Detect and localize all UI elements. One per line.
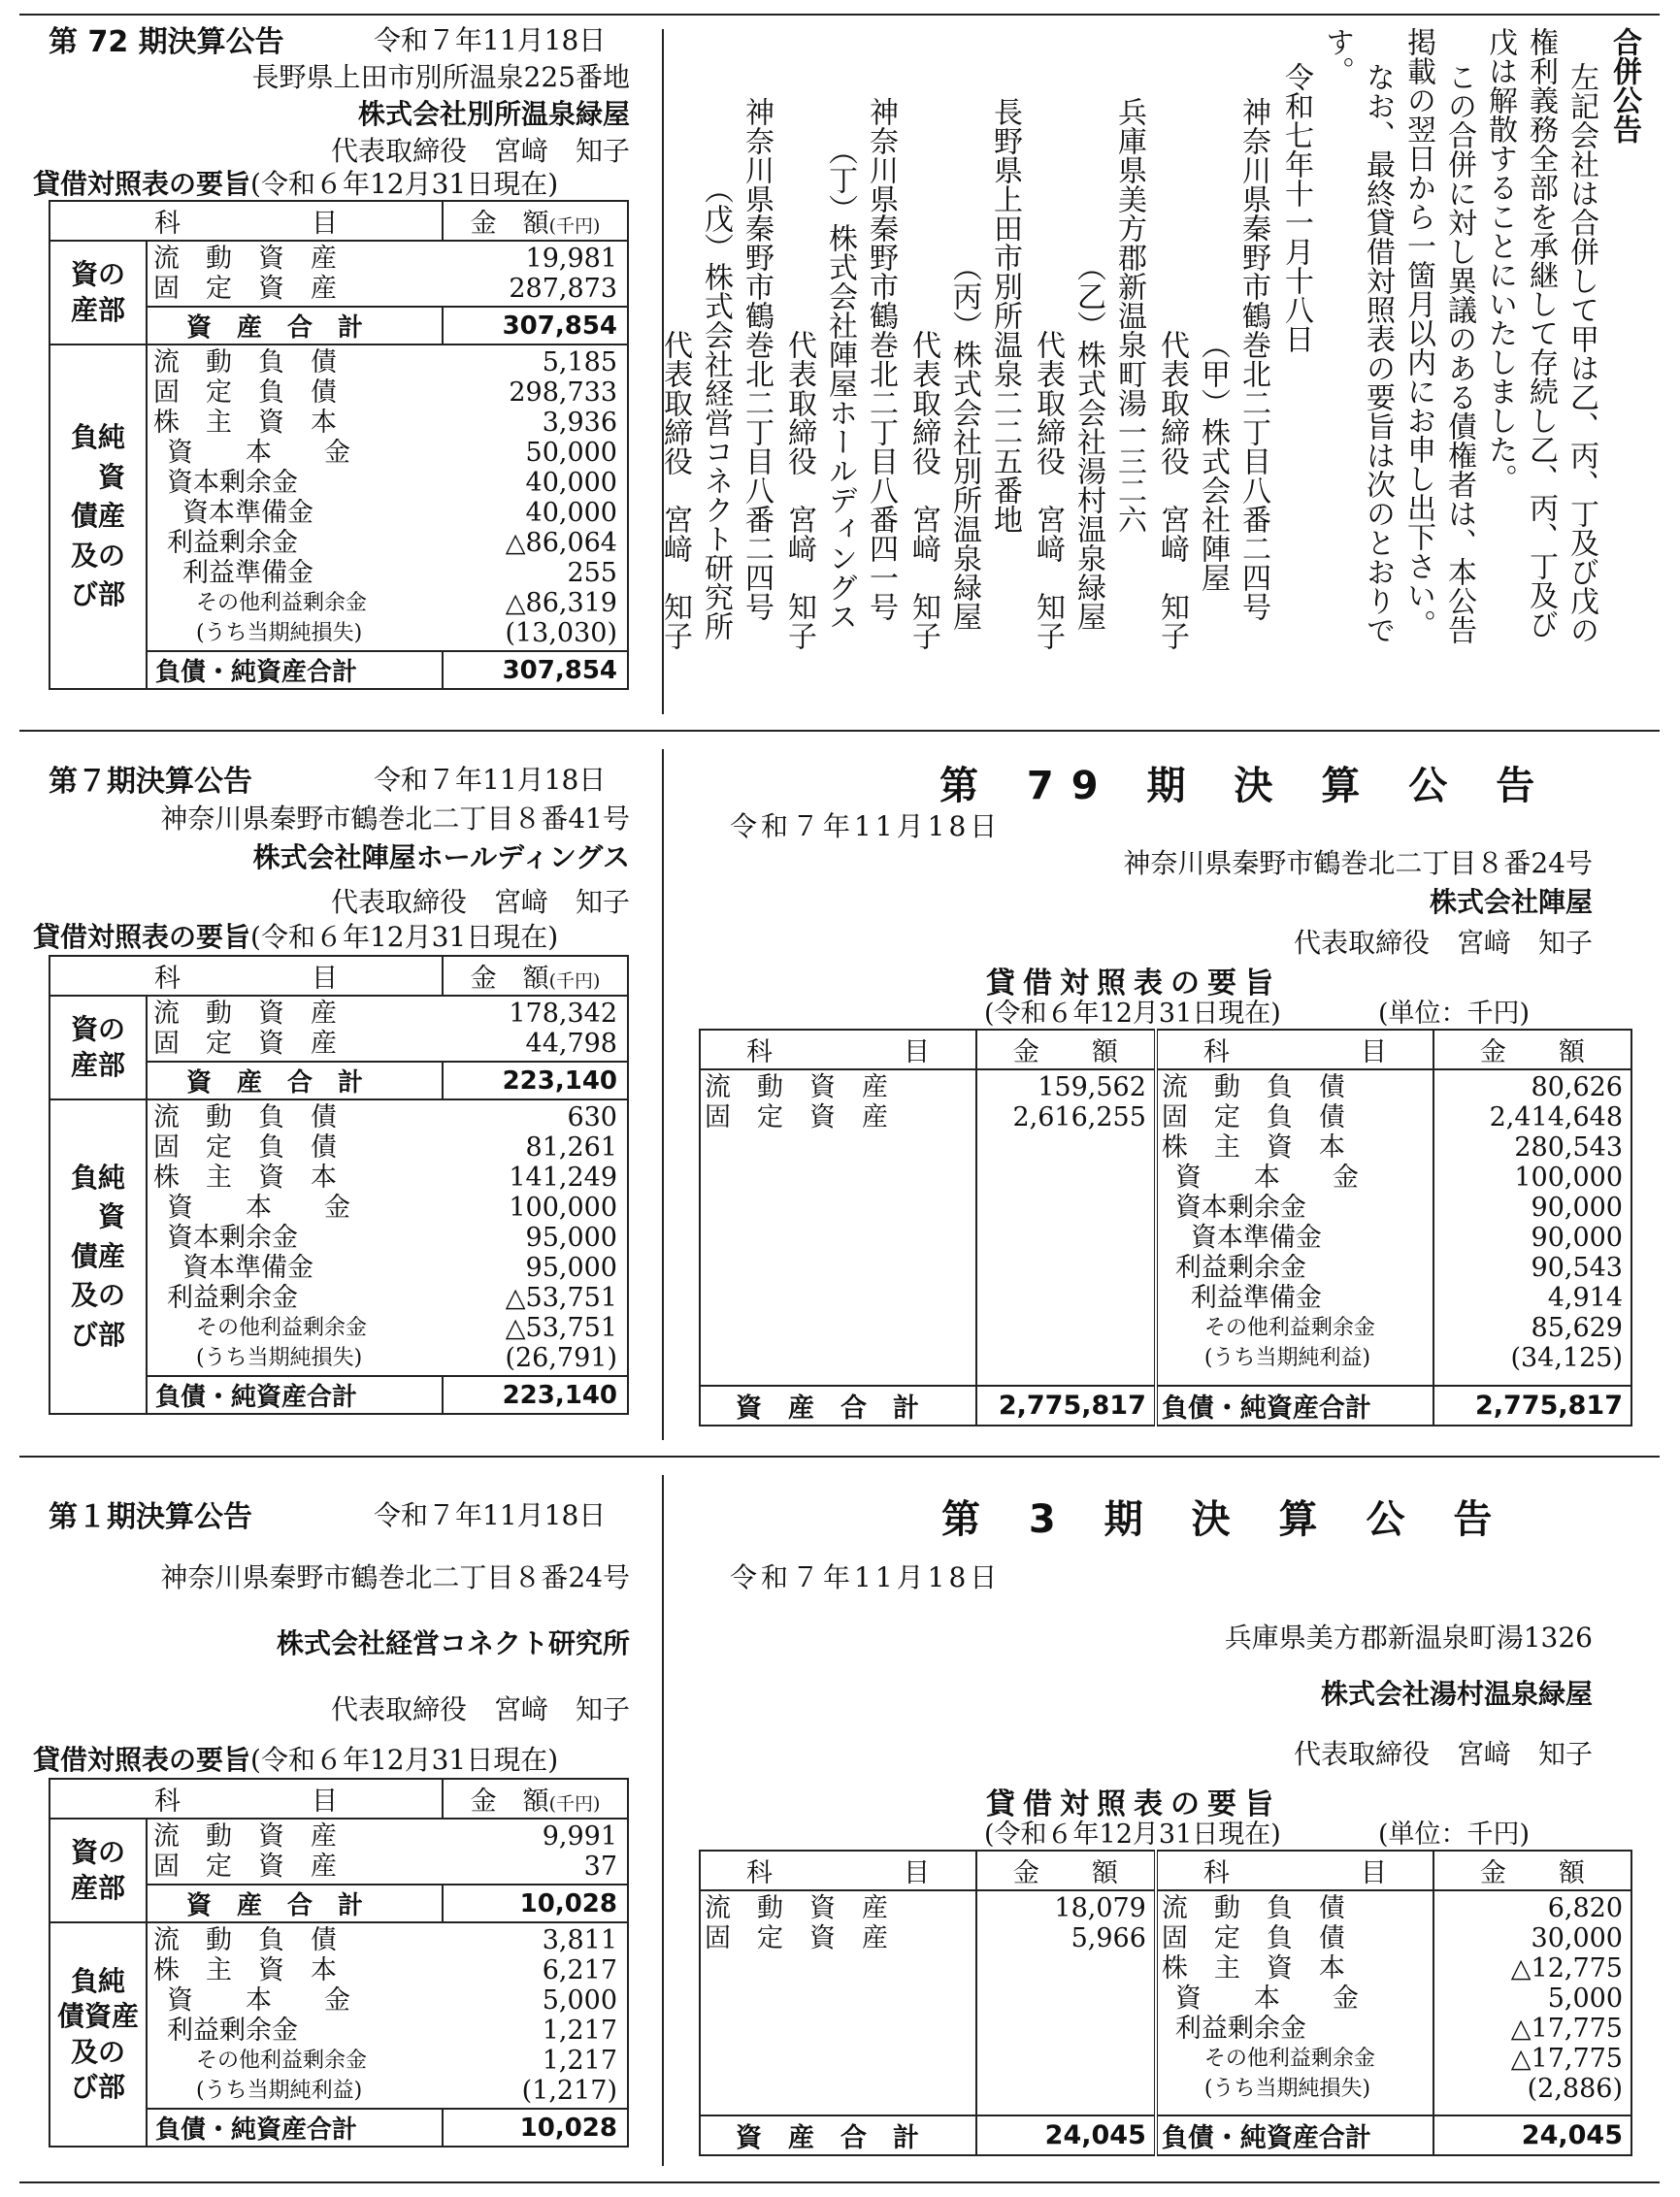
row-label: 資本準備金 (1190, 1223, 1322, 1253)
header-item: 科 目 (49, 956, 443, 996)
divider-col-2 (662, 749, 664, 1440)
merger-body-line: す。 (1320, 27, 1354, 85)
row-label: 利益剰余金 (1174, 2014, 1306, 2044)
header-item: 科 目 (49, 1779, 443, 1819)
row-label: 流 動 負 債 (153, 1102, 337, 1132)
row-value: △86,064 (505, 528, 617, 558)
row-label: 固 定 負 債 (1161, 1923, 1345, 1953)
row-label: 流 動 負 債 (153, 347, 337, 377)
row-value: △17,775 (1510, 2014, 1623, 2044)
balance-sheet-table (49, 955, 629, 1415)
row-value: 255 (567, 558, 617, 588)
row-value: 630 (567, 1102, 617, 1132)
assets-total-value: 223,140 (443, 1062, 628, 1099)
row-label: 固 定 資 産 (153, 1852, 337, 1882)
row-value: 19,981 (525, 244, 617, 274)
row-label: 流 動 負 債 (1161, 1072, 1345, 1102)
merger-company-rep: 代表取締役 宮﨑 知子 (658, 330, 692, 650)
row-value: 141,249 (509, 1163, 617, 1193)
row-label: 資 本 金 (167, 1193, 350, 1223)
row-value: 280,543 (1514, 1132, 1623, 1163)
assets-total-value: 307,854 (443, 307, 628, 344)
company-address: 神奈川県秦野市鶴巻北二丁目８番41号 (160, 803, 630, 835)
row-label: その他利益剰余金 (1203, 2047, 1375, 2071)
representative: 代表取締役 宮﨑 知子 (1293, 927, 1593, 959)
row-value: (13,030) (505, 618, 617, 648)
row-label: (うち当期純利益) (196, 2079, 363, 2103)
balance-sheet-title: 貸借対照表の要旨 (986, 1787, 1281, 1821)
row-label: 固 定 資 産 (153, 1029, 337, 1059)
row-value: 44,798 (525, 1029, 617, 1059)
notice-date: 令和７年11月18日 (730, 1561, 1002, 1593)
company-address: 兵庫県美方郡新温泉町湯1326 (1224, 1622, 1593, 1654)
merger-body-line: 左記会社は合併して甲は乙、丙、丁及び戊の (1565, 62, 1598, 644)
row-value: 4,914 (1547, 1283, 1623, 1313)
row-label: 資本剰余金 (167, 1223, 298, 1253)
balance-sheet-date: (令和６年12月31日現在) (250, 1744, 559, 1776)
row-label: 固 定 資 産 (705, 1923, 888, 1953)
assets-section-label: 資の 産部 (49, 241, 147, 344)
divider-col-3 (662, 1475, 664, 2166)
representative: 代表取締役 宮﨑 知子 (330, 135, 630, 167)
row-label: 利益剰余金 (1174, 1253, 1306, 1283)
notice-title: 第 79 期 決 算 公 告 (939, 764, 1553, 808)
representative: 代表取締役 宮﨑 知子 (330, 886, 630, 918)
row-label: 資本剰余金 (167, 468, 298, 498)
row-value: 80,626 (1531, 1072, 1623, 1102)
header-item: 科 目 (700, 1030, 976, 1069)
representative: 代表取締役 宮﨑 知子 (330, 1693, 630, 1725)
header-amount: 金 額(千円) (443, 201, 628, 241)
merger-body-line: なお、最終貸借対照表の要旨は次のとおりで (1361, 62, 1395, 644)
row-label: 固 定 資 産 (153, 274, 337, 304)
row-label: 株 主 資 本 (153, 1955, 337, 1985)
balance-sheet-title: 貸借対照表の要旨(令和６年12月31日現在) (33, 168, 559, 200)
row-value: 40,000 (525, 468, 617, 498)
row-label: 資本準備金 (182, 498, 313, 528)
row-label: 固 定 負 債 (153, 1132, 337, 1163)
row-value: 5,000 (542, 1985, 617, 2016)
header-item: 科 目 (1156, 1851, 1433, 1890)
liabilities-section-label: 負純 資 債産 及の び部 (49, 1099, 147, 1414)
merger-body-line: 権利義務全部を承継して存続し乙、丙、丁及び (1524, 27, 1558, 639)
row-value: 85,629 (1531, 1313, 1623, 1343)
balance-sheet-table (699, 1850, 1632, 2156)
row-value: △86,319 (505, 588, 617, 618)
row-label: 利益準備金 (182, 558, 313, 588)
notice-title: 第１期決算公告 (49, 1500, 252, 1534)
row-label: 資 本 金 (167, 438, 350, 468)
row-value: 90,543 (1531, 1253, 1623, 1283)
assets-total-label: 資 産 合 計 (147, 1885, 443, 1922)
row-label: 資 本 金 (167, 1985, 350, 2016)
grand-total-label: 負債・純資産合計 (147, 1376, 443, 1414)
merger-company-name: （戊）株式会社経営コネクト研究所 (699, 175, 733, 640)
balance-sheet-table (49, 200, 629, 690)
row-value: 30,000 (1531, 1923, 1623, 1953)
representative: 代表取締役 宮﨑 知子 (1293, 1738, 1593, 1770)
row-label: 資 本 金 (1174, 1984, 1359, 2014)
assets-total-value: 24,045 (976, 2115, 1156, 2155)
merger-company-name: （丁）株式会社陣屋ホールディングス (823, 136, 857, 631)
row-value: 50,000 (525, 438, 617, 468)
row-label: 流 動 資 産 (153, 1821, 337, 1852)
merger-date: 令和七年十一月十八日 (1279, 62, 1313, 353)
row-label: (うち当期純損失) (196, 1346, 363, 1370)
row-label: 利益剰余金 (167, 1283, 298, 1313)
row-value: 90,000 (1531, 1223, 1623, 1253)
merger-company-rep: 代表取締役 宮﨑 知子 (906, 330, 940, 650)
row-value: 5,966 (1071, 1923, 1146, 1953)
merger-company-address: 神奈川県秦野市鶴巻北二丁目八番四一号 (864, 97, 898, 621)
row-value: △53,751 (505, 1283, 617, 1313)
row-value: △17,775 (1510, 2044, 1623, 2074)
assets-total-label: 資 産 合 計 (147, 307, 443, 344)
grand-total-label: 負債・純資産合計 (147, 2109, 443, 2147)
balance-sheet-unit: (単位：千円) (1378, 1820, 1531, 1850)
company-name: 株式会社経営コネクト研究所 (276, 1627, 630, 1659)
liabilities-section-label: 負純 債資産 及の び部 (49, 1922, 147, 2147)
row-value: 5,185 (542, 347, 617, 377)
merger-company-name: （丙）株式会社別所温泉緑屋 (947, 252, 981, 631)
balance-sheet-title: 貸借対照表の要旨 (986, 967, 1281, 1000)
row-label: (うち当期純利益) (1203, 1346, 1371, 1370)
grand-total-label: 負債・純資産合計 (1156, 2115, 1433, 2155)
row-value: 95,000 (525, 1223, 617, 1253)
company-name: 株式会社陣屋 (1429, 886, 1593, 918)
row-value: (26,791) (505, 1343, 617, 1373)
row-value: 1,217 (542, 2046, 617, 2076)
row-label: 固 定 資 産 (705, 1102, 888, 1132)
header-amount: 金 額 (976, 1030, 1156, 1069)
grand-total-value: 24,045 (1433, 2115, 1631, 2155)
row-value: 95,000 (525, 1253, 617, 1283)
row-value: 37 (583, 1852, 617, 1882)
row-label: 流 動 負 債 (1161, 1893, 1345, 1923)
merger-company-rep: 代表取締役 宮﨑 知子 (782, 330, 816, 650)
merger-heading: 合併公告 (1607, 27, 1641, 144)
row-label: 株 主 資 本 (1161, 1132, 1345, 1163)
header-amount: 金 額 (1433, 1851, 1631, 1890)
row-label: 流 動 資 産 (705, 1893, 888, 1923)
row-value: 5,000 (1547, 1984, 1623, 2014)
row-label: 利益剰余金 (167, 2016, 298, 2046)
row-label: 流 動 負 債 (153, 1925, 337, 1955)
row-value: 2,616,255 (1012, 1102, 1146, 1132)
balance-sheet-table (699, 1029, 1632, 1426)
company-name: 株式会社陣屋ホールディングス (252, 841, 630, 873)
assets-total-label: 資 産 合 計 (700, 1386, 976, 1426)
assets-section-label: 資の 産部 (49, 1819, 147, 1922)
notice-date: 令和７年11月18日 (374, 1499, 607, 1531)
assets-section-label: 資の 産部 (49, 996, 147, 1099)
row-value: 159,562 (1038, 1072, 1146, 1102)
notice-date: 令和７年11月18日 (730, 810, 1002, 842)
row-value: 287,873 (509, 274, 617, 304)
notice-title: 第７期決算公告 (49, 765, 252, 799)
grand-total-value: 223,140 (443, 1376, 628, 1414)
merger-company-name: （乙）株式会社湯村温泉緑屋 (1071, 252, 1105, 631)
balance-sheet-table (49, 1778, 629, 2148)
row-label: 株 主 資 本 (153, 408, 337, 438)
merger-company-address: 神奈川県秦野市鶴巻北二丁目八番二四号 (740, 97, 774, 621)
row-value: 100,000 (1514, 1163, 1623, 1193)
row-label: その他利益剰余金 (196, 1316, 368, 1340)
merger-company-rep: 代表取締役 宮﨑 知子 (1031, 330, 1065, 650)
divider-row2 (19, 1456, 1660, 1458)
merger-company-rep: 代表取締役 宮﨑 知子 (1155, 330, 1189, 650)
header-amount: 金 額 (1433, 1030, 1631, 1069)
notice-title: 第 72 期決算公告 (49, 25, 284, 59)
row-value: 6,217 (542, 1955, 617, 1985)
balance-sheet-date: (令和６年12月31日現在) (984, 999, 1281, 1029)
assets-total-label: 資 産 合 計 (147, 1062, 443, 1099)
row-label: 流 動 資 産 (153, 244, 337, 274)
row-label: 資 本 金 (1174, 1163, 1359, 1193)
row-value: 3,936 (542, 408, 617, 438)
balance-sheet-unit: (単位：千円) (1378, 999, 1531, 1029)
balance-sheet-date: (令和６年12月31日現在) (250, 921, 559, 953)
row-label: 流 動 資 産 (705, 1072, 888, 1102)
divider-row1 (19, 730, 1660, 732)
row-label: 固 定 負 債 (153, 377, 337, 408)
row-value: (2,886) (1527, 2074, 1623, 2104)
row-value: 100,000 (509, 1193, 617, 1223)
divider-bottom (19, 2181, 1660, 2183)
row-value: 3,811 (542, 1925, 617, 1955)
liabilities-section-label: 負純 資 債産 及の び部 (49, 344, 147, 689)
notice-title: 第 3 期 決 算 公 告 (941, 1497, 1510, 1542)
header-item: 科 目 (700, 1851, 976, 1890)
row-label: その他利益剰余金 (1203, 1316, 1375, 1340)
row-value: 6,820 (1547, 1893, 1623, 1923)
grand-total-value: 307,854 (443, 651, 628, 689)
grand-total-label: 負債・純資産合計 (1156, 1386, 1433, 1426)
row-label: 資本剰余金 (1174, 1193, 1306, 1223)
merger-company-address: 長野県上田市別所温泉二二五番地 (988, 97, 1022, 534)
divider-top (19, 14, 1660, 16)
company-address: 長野県上田市別所温泉225番地 (251, 61, 630, 93)
balance-sheet-date: (令和６年12月31日現在) (250, 168, 559, 200)
row-value: △12,775 (1510, 1953, 1623, 1984)
company-address: 神奈川県秦野市鶴巻北二丁目８番24号 (160, 1561, 630, 1593)
header-amount: 金 額 (976, 1851, 1156, 1890)
grand-total-label: 負債・純資産合計 (147, 651, 443, 689)
row-value: 90,000 (1531, 1193, 1623, 1223)
notice-date: 令和７年11月18日 (374, 24, 607, 56)
row-value: (34,125) (1510, 1343, 1623, 1373)
row-label: 株 主 資 本 (1161, 1953, 1345, 1984)
notice-date: 令和７年11月18日 (374, 764, 607, 796)
merger-company-address: 兵庫県美方郡新温泉町湯一三二六 (1112, 97, 1146, 534)
merger-company-name: （甲）株式会社陣屋 (1196, 330, 1230, 592)
merger-body-line: 戊は解散することにいたしました。 (1483, 27, 1517, 493)
row-value: (1,217) (521, 2076, 617, 2106)
row-label: 利益準備金 (1190, 1283, 1322, 1313)
row-label: その他利益剰余金 (196, 591, 368, 615)
row-value: 178,342 (509, 999, 617, 1029)
row-value: 40,000 (525, 498, 617, 528)
header-item: 科 目 (49, 201, 443, 241)
company-name: 株式会社別所温泉緑屋 (357, 98, 630, 130)
assets-total-value: 2,775,817 (976, 1386, 1156, 1426)
grand-total-value: 10,028 (443, 2109, 628, 2147)
row-value: 81,261 (525, 1132, 617, 1163)
grand-total-value: 2,775,817 (1433, 1386, 1631, 1426)
row-label: 資本準備金 (182, 1253, 313, 1283)
row-label: (うち当期純損失) (1203, 2077, 1371, 2101)
header-item: 科 目 (1156, 1030, 1433, 1069)
row-value: 298,733 (509, 377, 617, 408)
header-amount: 金 額(千円) (443, 1779, 628, 1819)
row-value: 18,079 (1054, 1893, 1146, 1923)
merger-body-line: 掲載の翌日から一箇月以内にお申し出下さい。 (1401, 27, 1435, 639)
company-name: 株式会社湯村温泉緑屋 (1320, 1678, 1593, 1710)
balance-sheet-title: 貸借対照表の要旨(令和６年12月31日現在) (33, 921, 559, 953)
row-label: (うち当期純損失) (196, 621, 363, 645)
header-amount: 金 額(千円) (443, 956, 628, 996)
company-address: 神奈川県秦野市鶴巻北二丁目８番24号 (1123, 847, 1593, 879)
row-label: 株 主 資 本 (153, 1163, 337, 1193)
merger-company-address: 神奈川県秦野市鶴巻北二丁目八番二四号 (1236, 97, 1270, 621)
assets-total-label: 資 産 合 計 (700, 2115, 976, 2155)
row-value: △53,751 (505, 1313, 617, 1343)
row-value: 2,414,648 (1489, 1102, 1623, 1132)
assets-total-value: 10,028 (443, 1885, 628, 1922)
row-label: 流 動 資 産 (153, 999, 337, 1029)
merger-body-line: この合併に対し異議のある債権者は、本公告 (1442, 62, 1476, 644)
balance-sheet-title: 貸借対照表の要旨(令和６年12月31日現在) (33, 1744, 559, 1776)
row-value: 9,991 (542, 1821, 617, 1852)
row-value: 1,217 (542, 2016, 617, 2046)
row-label: その他利益剰余金 (196, 2049, 368, 2073)
row-label: 固 定 負 債 (1161, 1102, 1345, 1132)
balance-sheet-date: (令和６年12月31日現在) (984, 1820, 1281, 1850)
row-label: 利益剰余金 (167, 528, 298, 558)
